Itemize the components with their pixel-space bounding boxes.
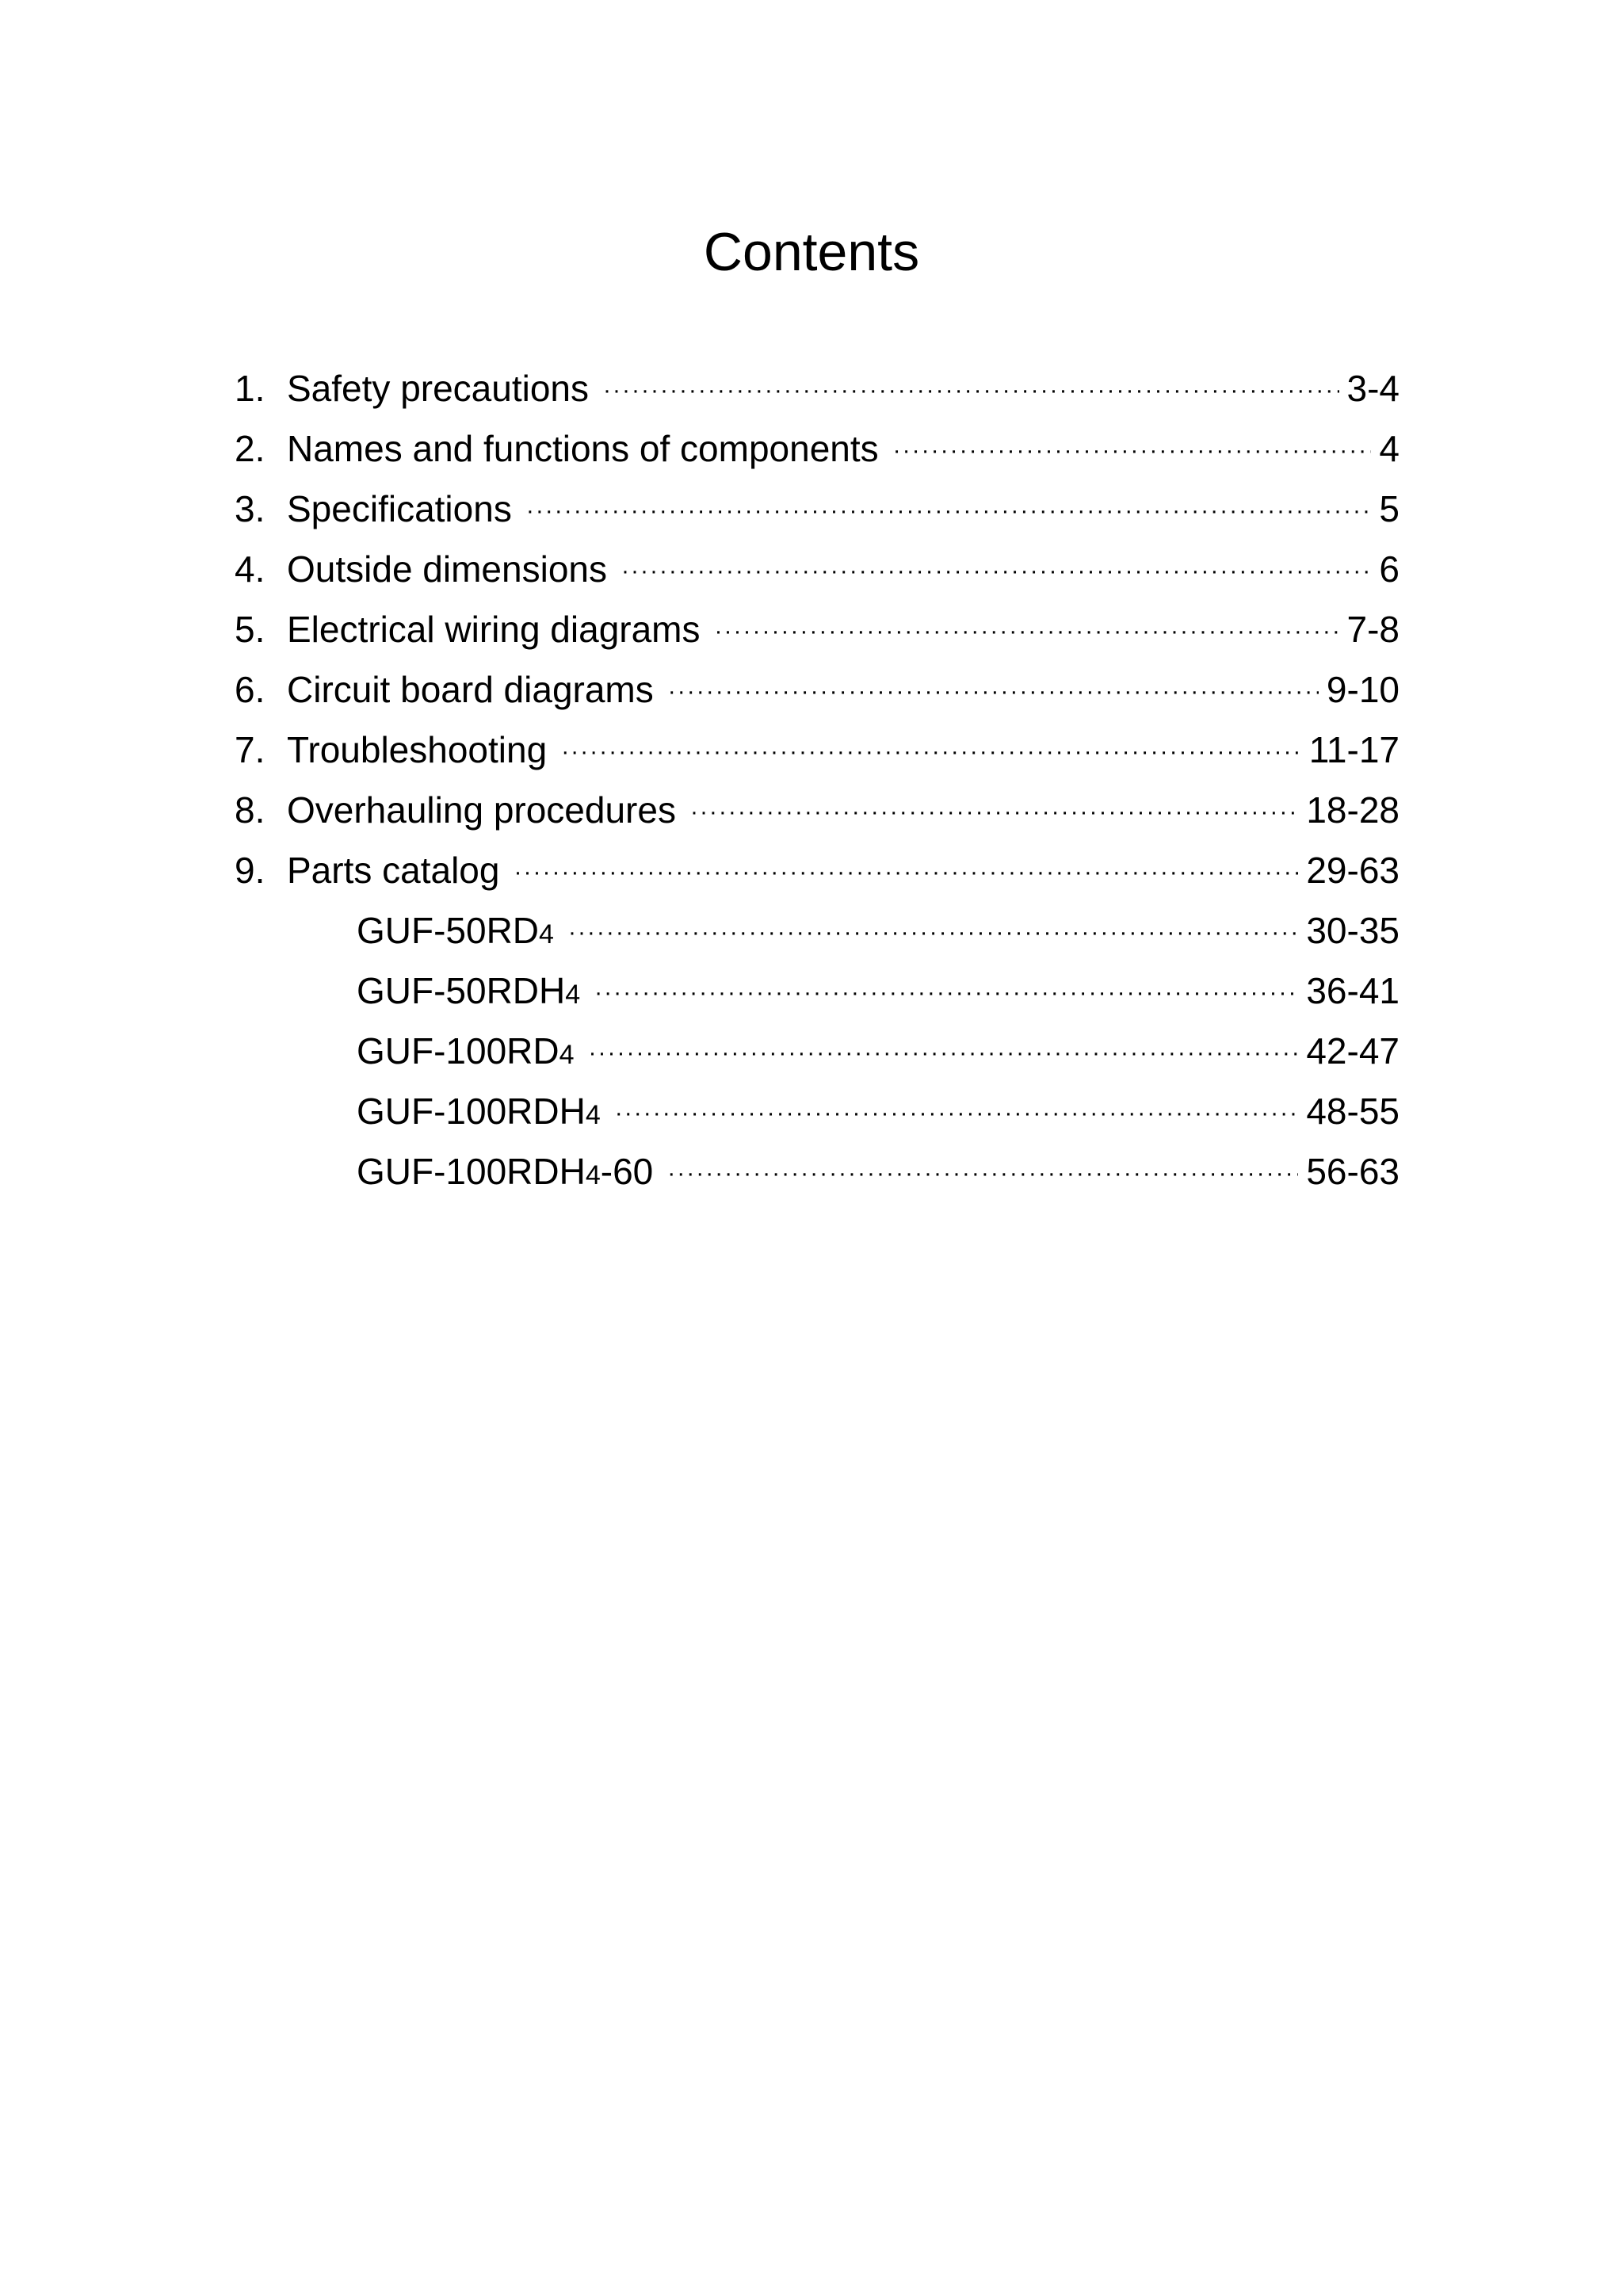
toc-entry-label: Outside dimensions <box>287 548 607 590</box>
toc-entry-electrical-wiring-diagrams[interactable] <box>0 599 1623 659</box>
toc-entry-number: 5. <box>235 609 265 650</box>
model-suffix: 4 <box>559 1040 575 1070</box>
toc-subentry-guf-100rd4[interactable] <box>0 1021 1623 1081</box>
toc-entry-page: 5 <box>1379 488 1400 529</box>
toc-entry-label: Circuit board diagrams <box>287 669 654 710</box>
dot-leader <box>893 421 1372 481</box>
toc-entry-number: 6. <box>235 669 265 710</box>
toc-entry-names-and-functions[interactable] <box>0 418 1623 479</box>
toc-entry-safety-precautions[interactable] <box>0 358 1623 418</box>
toc-entry-label: Names and functions of components <box>287 428 879 469</box>
toc-entry-label: Troubleshooting <box>287 729 548 770</box>
toc-subentry-guf-100rdh4-60[interactable] <box>0 1141 1623 1201</box>
toc-entry-outside-dimensions[interactable] <box>0 539 1623 599</box>
toc-subentry-guf-50rdh4[interactable] <box>0 961 1623 1021</box>
model-tail: -60 <box>600 1151 654 1192</box>
model-suffix: 4 <box>539 919 554 949</box>
model-suffix: 4 <box>565 980 581 1010</box>
toc-subentry-guf-50rd4[interactable] <box>0 900 1623 961</box>
dot-leader <box>668 662 1319 722</box>
toc-subentry-label <box>357 1021 575 1085</box>
toc-entry-number: 3. <box>235 488 265 529</box>
dot-leader <box>615 1083 1299 1144</box>
toc-entry-number: 2. <box>235 428 265 469</box>
toc-entry-label: Overhauling procedures <box>287 789 676 831</box>
toc-entry-page: 4 <box>1379 428 1400 469</box>
dot-leader <box>603 361 1339 421</box>
toc-subentry-label <box>357 1081 601 1145</box>
toc-entry-label: Parts catalog <box>287 850 500 891</box>
dot-leader <box>526 481 1372 541</box>
dot-leader <box>667 1144 1298 1204</box>
dot-leader <box>589 1023 1299 1083</box>
toc-entry-number: 7. <box>235 729 265 770</box>
toc-entry-page: 7-8 <box>1346 609 1400 650</box>
toc-subentry-page: 48-55 <box>1306 1091 1400 1132</box>
toc-subentry-label <box>357 1141 653 1205</box>
toc-subentry-page: 30-35 <box>1306 910 1400 951</box>
toc-entry-page: 6 <box>1379 548 1400 590</box>
toc-entry-label: Specifications <box>287 488 512 529</box>
toc-entry-circuit-board-diagrams[interactable] <box>0 659 1623 720</box>
toc-subentry-guf-100rdh4[interactable] <box>0 1081 1623 1141</box>
dot-leader <box>715 602 1339 662</box>
toc-subentry-page: 42-47 <box>1306 1030 1400 1072</box>
toc-subentry-page: 36-41 <box>1306 970 1400 1011</box>
toc-entry-parts-catalog[interactable] <box>0 840 1623 900</box>
toc-subentry-page: 56-63 <box>1306 1151 1400 1192</box>
dot-leader <box>561 722 1301 782</box>
toc-entry-page: 9-10 <box>1326 669 1400 710</box>
toc-entry-number: 4. <box>235 548 265 590</box>
model-name: GUF-50RDH <box>357 970 566 1011</box>
model-name: GUF-100RD <box>357 1030 559 1072</box>
toc-entry-number: 1. <box>235 368 265 409</box>
dot-leader <box>621 541 1371 602</box>
model-name: GUF-50RD <box>357 910 540 951</box>
model-name: GUF-100RDH <box>357 1151 586 1192</box>
toc-subentry-label <box>357 900 554 965</box>
dot-leader <box>568 903 1298 963</box>
toc-entry-page: 3-4 <box>1346 368 1400 409</box>
dot-leader <box>514 842 1298 903</box>
toc-subentry-label <box>357 961 580 1025</box>
toc-entry-number: 8. <box>235 789 265 831</box>
page-title: Contents <box>703 222 920 282</box>
toc-entry-overhauling-procedures[interactable] <box>0 780 1623 840</box>
toc-entry-label: Safety precautions <box>287 368 590 409</box>
toc-entry-number: 9. <box>235 850 265 891</box>
model-suffix: 4 <box>585 1160 601 1190</box>
dot-leader <box>594 963 1298 1023</box>
toc-entry-troubleshooting[interactable] <box>0 720 1623 780</box>
dot-leader <box>690 782 1298 842</box>
toc-entry-specifications[interactable] <box>0 479 1623 539</box>
model-name: GUF-100RDH <box>357 1091 586 1132</box>
toc-entry-page: 29-63 <box>1306 850 1400 891</box>
model-suffix: 4 <box>585 1100 601 1130</box>
toc-entry-label: Electrical wiring diagrams <box>287 609 701 650</box>
toc-entry-page: 18-28 <box>1306 789 1400 831</box>
toc-entry-page: 11-17 <box>1308 729 1400 770</box>
